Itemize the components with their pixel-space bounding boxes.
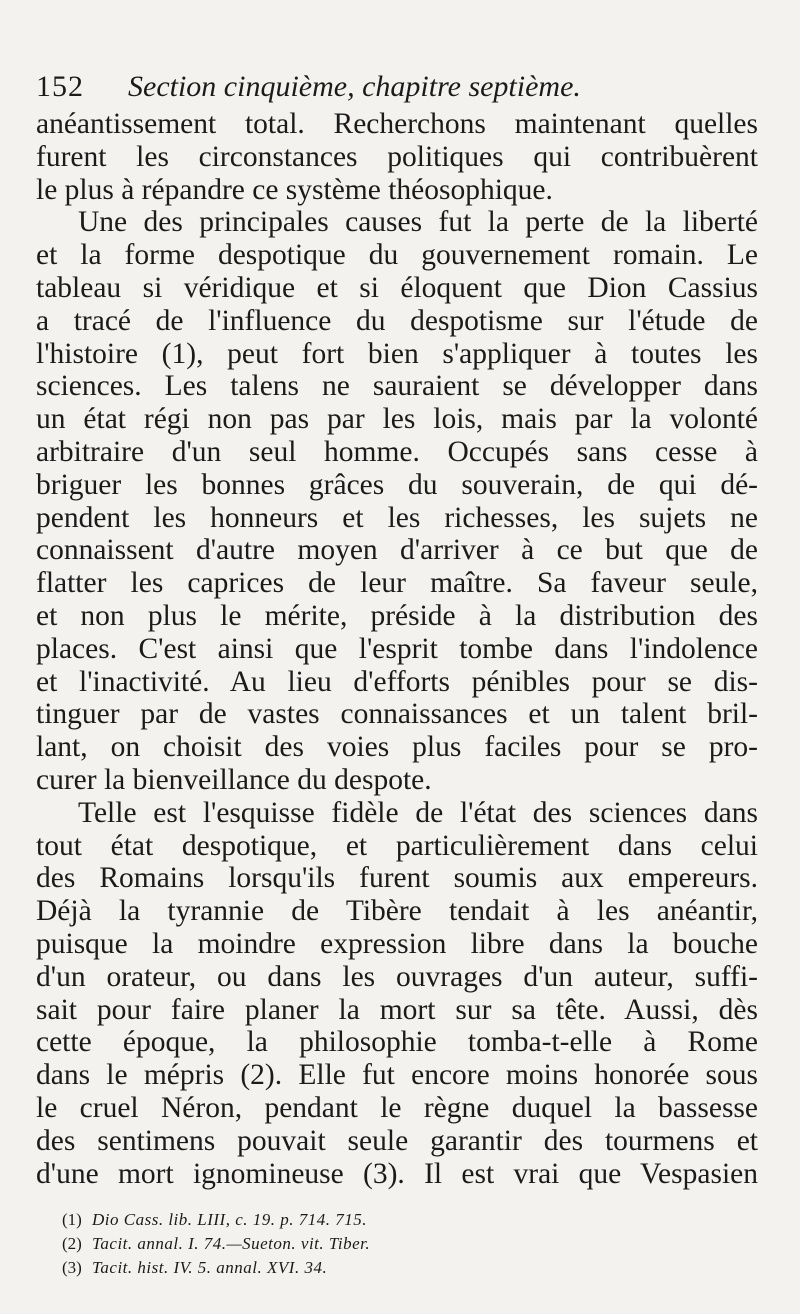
footnote-text: Dio Cass. lib. LIII, c. 19. p. 714. 715. [92,1210,367,1229]
text-line: et l'inactivité. Au lieu d'efforts pénibles pour se dis- [36,665,758,698]
text-line: flatter les caprices de leur maître. Sa faveur seule, [36,567,758,600]
text-line: cette époque, la philosophie tomba-t-elle à Rome [36,1026,758,1059]
text-line: l'histoire (1), peut fort bien s'appliquer à toutes les [36,337,758,370]
text-line: sait pour faire planer la mort sur sa tête. Aussi, dès [36,993,758,1026]
footnote-mark: (1) [62,1210,82,1229]
text-line: Déjà la tyrannie de Tibère tendait à les anéantir, [36,895,758,928]
running-head: Section cinquième, chapitre septième. [128,70,581,103]
paragraph-start-line: Une des principales causes fut la perte de la liberté [78,206,758,239]
footnote-mark: (2) [62,1234,82,1253]
text-line: anéantissement total. Recherchons maintenant quelles [36,108,758,140]
text-line: des sentimens pouvait seule garantir des tourmens et [36,1124,758,1157]
body-text [36,108,758,1190]
text-line: furent les circonstances politiques qui contribuèrent [36,140,758,173]
text-line: d'un orateur, ou dans les ouvrages d'un auteur, suffi- [36,960,758,993]
text-line: et la forme despotique du gouvernement romain. Le [36,239,758,272]
text-line: pendent les honneurs et les richesses, les sujets ne [36,501,758,534]
text-line: d'une mort ignomineuse (3). Il est vrai que Vespasien [36,1157,758,1190]
text-line: le cruel Néron, pendant le règne duquel la bassesse [36,1091,758,1124]
text-line: tinguer par de vastes connaissances et un talent bril- [36,698,758,731]
footnote-text: Tacit. annal. I. 74.—Sueton. vit. Tiber. [92,1234,371,1253]
text-line: et non plus le mérite, préside à la distribution des [36,599,758,632]
text-line: tableau si véridique et si éloquent que Dion Cassius [36,271,758,304]
page-header [36,70,756,108]
text-line: briguer les bonnes grâces du souverain, de qui dé- [36,468,758,501]
text-line: arbitraire d'un seul homme. Occupés sans cesse à [36,435,758,468]
text-line: tout état despotique, et particulièrement dans celui [36,829,758,862]
text-line: puisque la moindre expression libre dans la bouche [36,927,758,960]
footnote [62,1256,562,1280]
text-line: des Romains lorsqu'ils furent soumis aux empereurs. [36,862,758,895]
footnote-text: Tacit. hist. IV. 5. annal. XVI. 34. [92,1258,328,1277]
footnotes [62,1208,562,1280]
footnote [62,1232,562,1256]
footnote [62,1208,562,1232]
text-line: dans le mépris (2). Elle fut encore moins honorée sous [36,1059,758,1092]
text-line: places. C'est ainsi que l'esprit tombe dans l'indolence [36,632,758,665]
text-line: a tracé de l'influence du despotisme sur l'étude de [36,304,758,337]
text-line: curer la bienveillance du despote. [36,763,432,796]
text-line: sciences. Les talens ne sauraient se développer dans [36,370,758,403]
text-line: le plus à répandre ce système théosophique. [36,173,553,206]
text-line: lant, on choisit des voies plus faciles pour se pro- [36,731,758,764]
text-line: un état régi non pas par les lois, mais par la volonté [36,403,758,436]
page-number: 152 [36,70,84,103]
paragraph-start-line: Telle est l'esquisse fidèle de l'état des sciences dans [78,796,758,829]
text-line: connaissent d'autre moyen d'arriver à ce but que de [36,534,758,567]
footnote-mark: (3) [62,1258,82,1277]
